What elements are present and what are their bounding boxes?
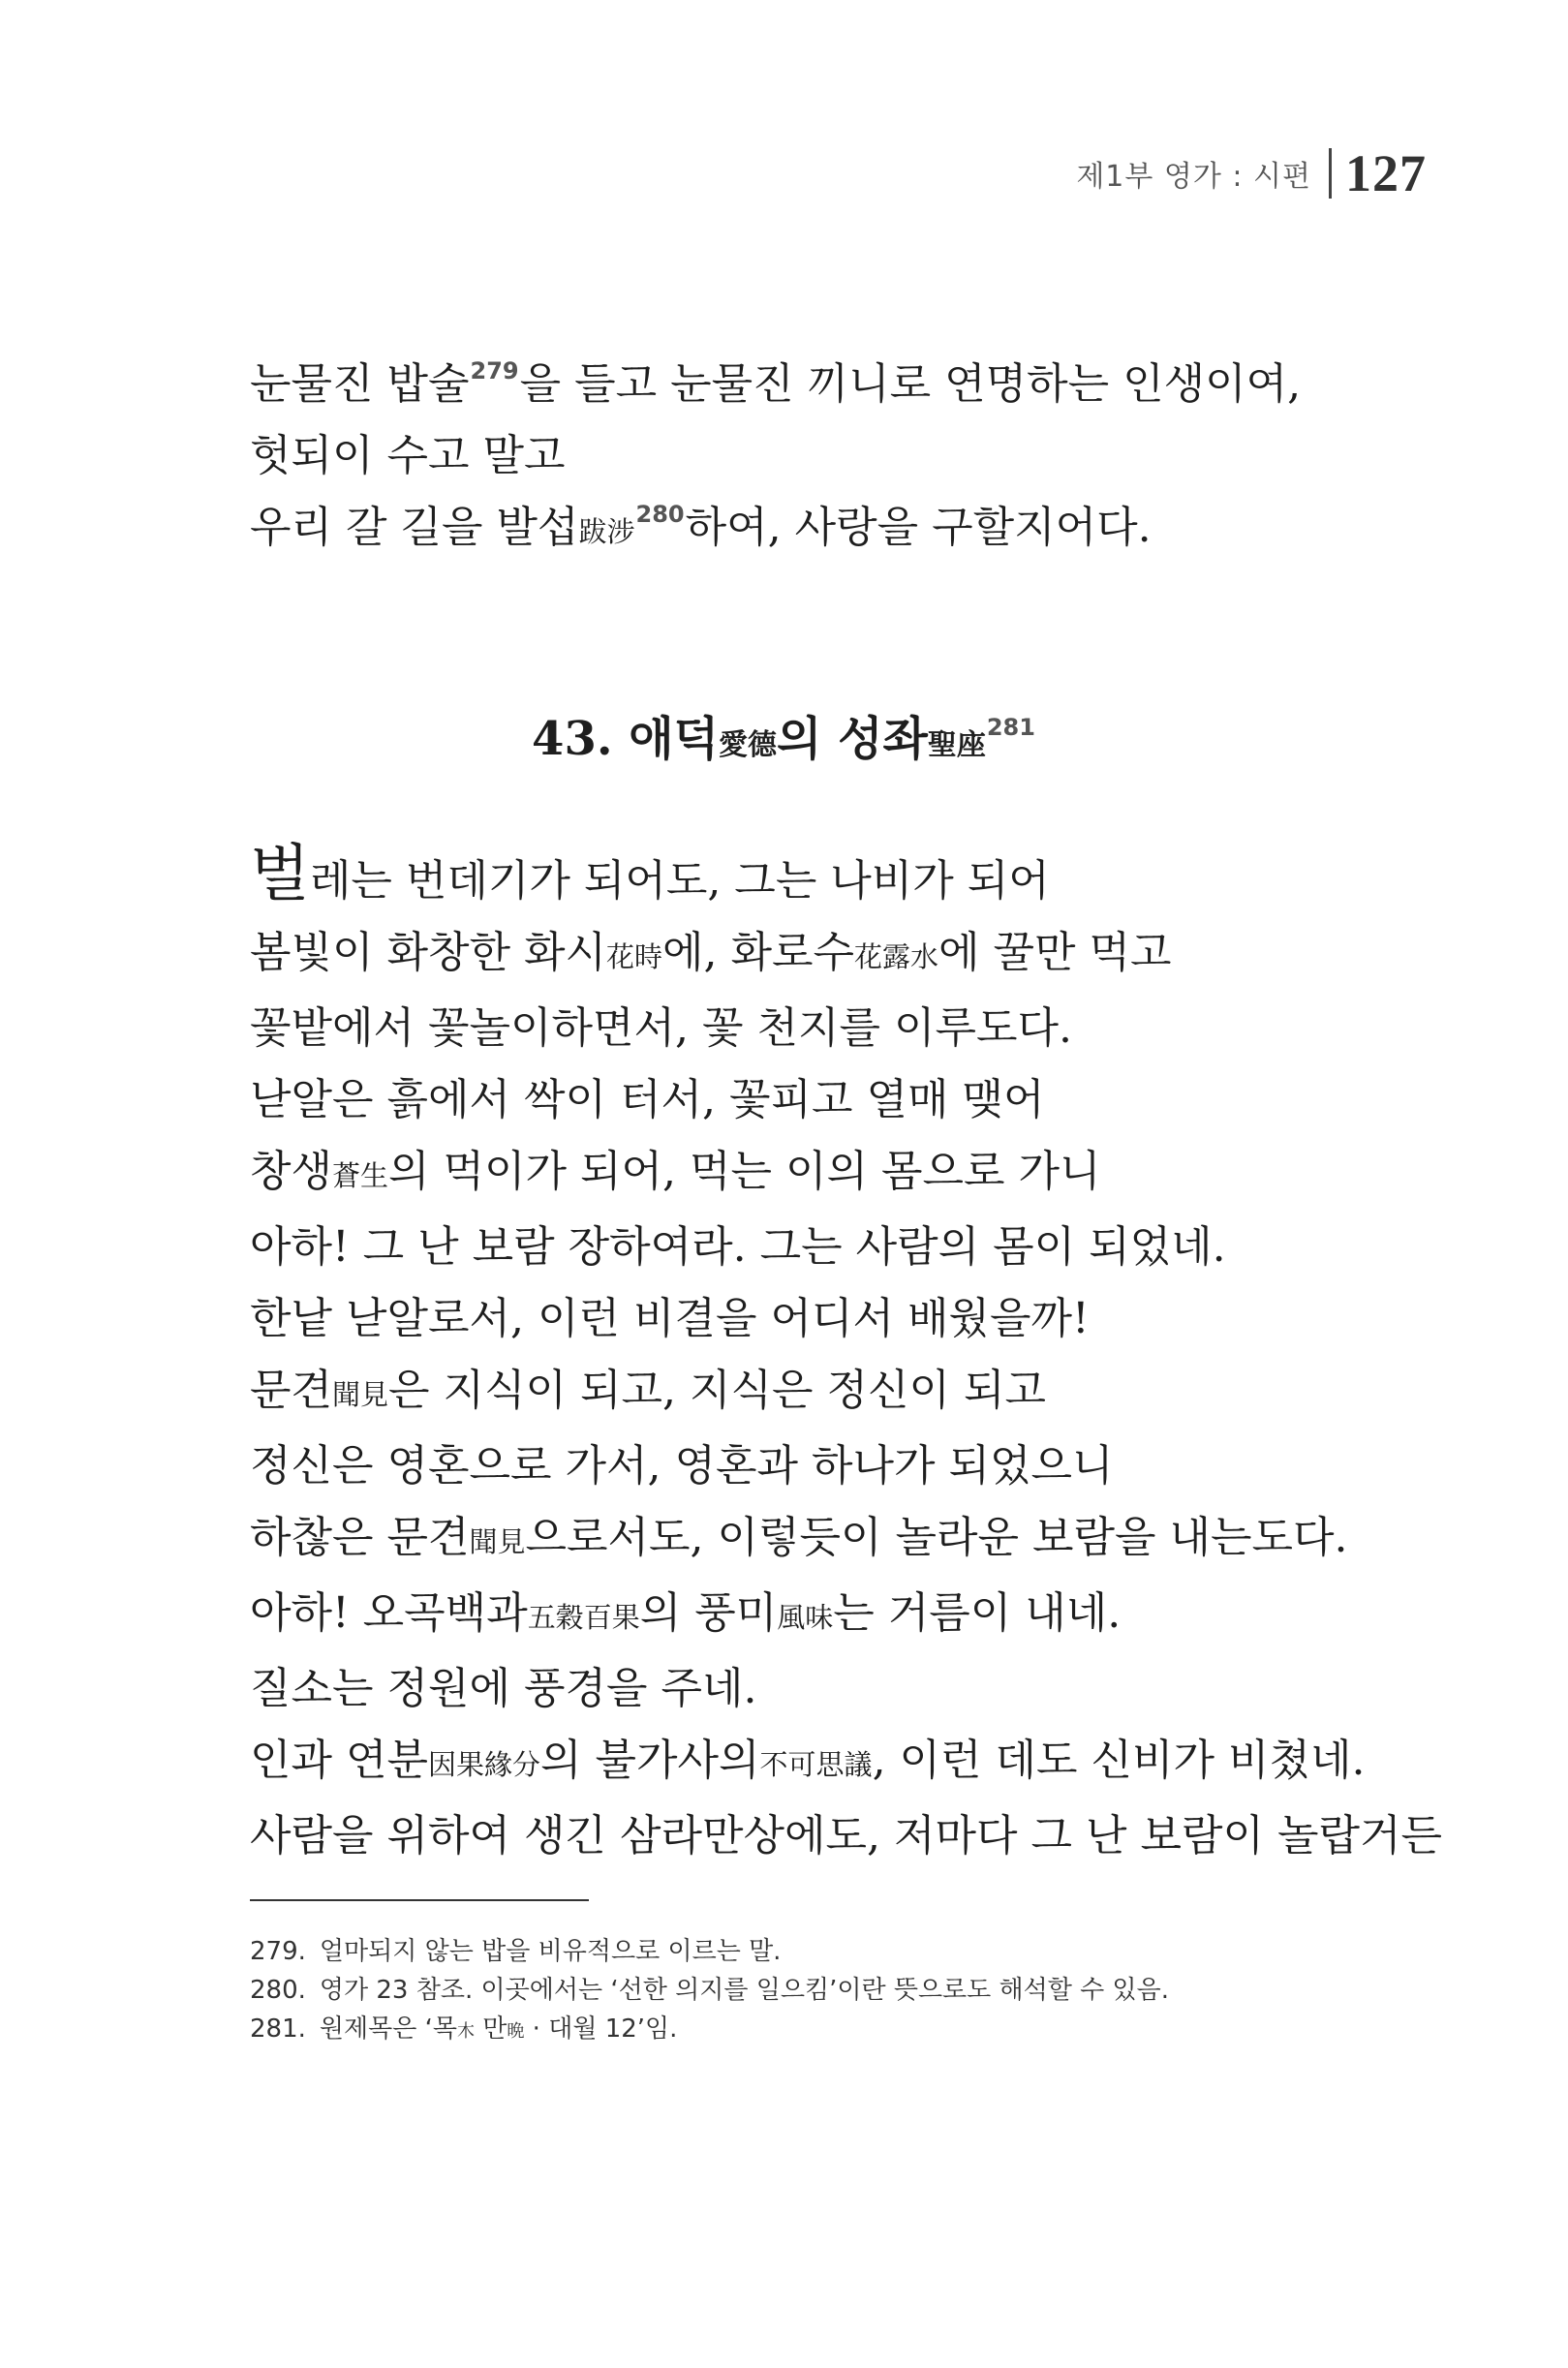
footnote: 279. 얼마되지 않는 밥을 비유적으로 이르는 말. <box>250 1937 782 1966</box>
section-title: 제1부 영가 : 시편 <box>1076 160 1311 194</box>
stanza-one <box>250 349 1301 568</box>
hanja-gloss: 風味 <box>777 1601 834 1634</box>
footnote-ref[interactable]: 280 <box>635 501 685 528</box>
hanja-gloss: 花露水 <box>854 940 939 973</box>
hanja-gloss: 五穀百果 <box>527 1601 640 1634</box>
verse-line: 문견聞見은 지식이 되고, 지식은 정신이 되고 <box>250 1366 1047 1415</box>
verse-line: 헛되이 수고 말고 <box>250 431 566 480</box>
footnote-divider <box>250 1899 589 1901</box>
verse-line: 인과 연분因果緣分의 불가사의不可思議, 이런 데도 신비가 비쳤네. <box>250 1736 1366 1785</box>
hanja-gloss: 聞見 <box>469 1525 526 1558</box>
verse-line: 정신은 영혼으로 가서, 영혼과 하나가 되었으니 <box>250 1441 1114 1491</box>
hanja-gloss: 木 <box>457 2021 476 2042</box>
footnote: 281. 원제목은 ‘목木 만晩 · 대월 12’임. <box>250 2014 678 2044</box>
verse-line: 하찮은 문견聞見으로서도, 이렇듯이 놀라운 보람을 내는도다. <box>250 1513 1348 1562</box>
verse-line: 질소는 정원에 풍경을 주네. <box>250 1664 757 1713</box>
verse-line: 창생蒼生의 먹이가 되어, 먹는 이의 몸으로 가니 <box>250 1147 1101 1196</box>
footnote-number: 281. <box>250 2014 306 2044</box>
verse-line: 벌레는 번데기가 되어도, 그는 나비가 되어 <box>250 839 1050 910</box>
stanza-two <box>250 839 1442 1872</box>
footnote-ref[interactable]: 281 <box>986 714 1035 741</box>
footnote-number: 279. <box>250 1937 306 1966</box>
verse-line: 한낱 낟알로서, 이런 비결을 어디서 배웠을까! <box>250 1294 1090 1343</box>
running-header <box>1076 143 1427 203</box>
hanja-gloss: 聖座 <box>927 728 986 762</box>
hanja-gloss: 晩 <box>507 2021 525 2042</box>
hanja-gloss: 因果緣分 <box>428 1748 541 1781</box>
verse-line: 아하! 오곡백과五穀百果의 풍미風味는 거름이 내네. <box>250 1588 1122 1638</box>
hanja-gloss: 花時 <box>606 940 663 973</box>
verse-line: 아하! 그 난 보람 장하여라. 그는 사람의 몸이 되었네. <box>250 1222 1226 1272</box>
verse-line: 눈물진 밥술$^{279}$을 들고 눈물진 끼니로 연명하는 인생이여, <box>250 357 1302 409</box>
verse-line: 봄빛이 화창한 화시花時에, 화로수花露水에 꿀만 먹고 <box>250 928 1172 977</box>
page-number: 127 <box>1345 144 1427 202</box>
hanja-gloss: 愛德 <box>719 728 778 762</box>
verse-line: 낟알은 흙에서 싹이 터서, 꽃피고 열매 맺어 <box>250 1075 1045 1124</box>
footnotes <box>250 1932 1169 2051</box>
footnote-ref[interactable]: 279 <box>470 357 519 384</box>
footnote-number: 280. <box>250 1976 306 2005</box>
poem-title: 43. 애덕愛德의 성좌聖座$^{281}$ <box>532 712 1035 766</box>
hanja-gloss: 跋涉 <box>578 515 635 548</box>
verse-line: 우리 갈 길을 발섭跋涉$^{280}$하여, 사랑을 구할지어다. <box>250 501 1152 552</box>
hanja-gloss: 聞見 <box>332 1378 389 1411</box>
header-divider <box>1329 148 1332 199</box>
footnote: 280. 영가 23 참조. 이곳에서는 ‘선한 의지를 일으킴’이란 뜻으로도 해석할 수 있음. <box>250 1976 1170 2005</box>
drop-cap: 벌 <box>250 839 310 910</box>
verse-line: 사람을 위하여 생긴 삼라만상에도, 저마다 그 난 보람이 놀랍거든 <box>250 1811 1442 1861</box>
hanja-gloss: 蒼生 <box>332 1159 389 1192</box>
verse-line: 꽃밭에서 꽃놀이하면서, 꽃 천지를 이루도다. <box>250 1003 1072 1053</box>
hanja-gloss: 不可思議 <box>759 1748 873 1781</box>
